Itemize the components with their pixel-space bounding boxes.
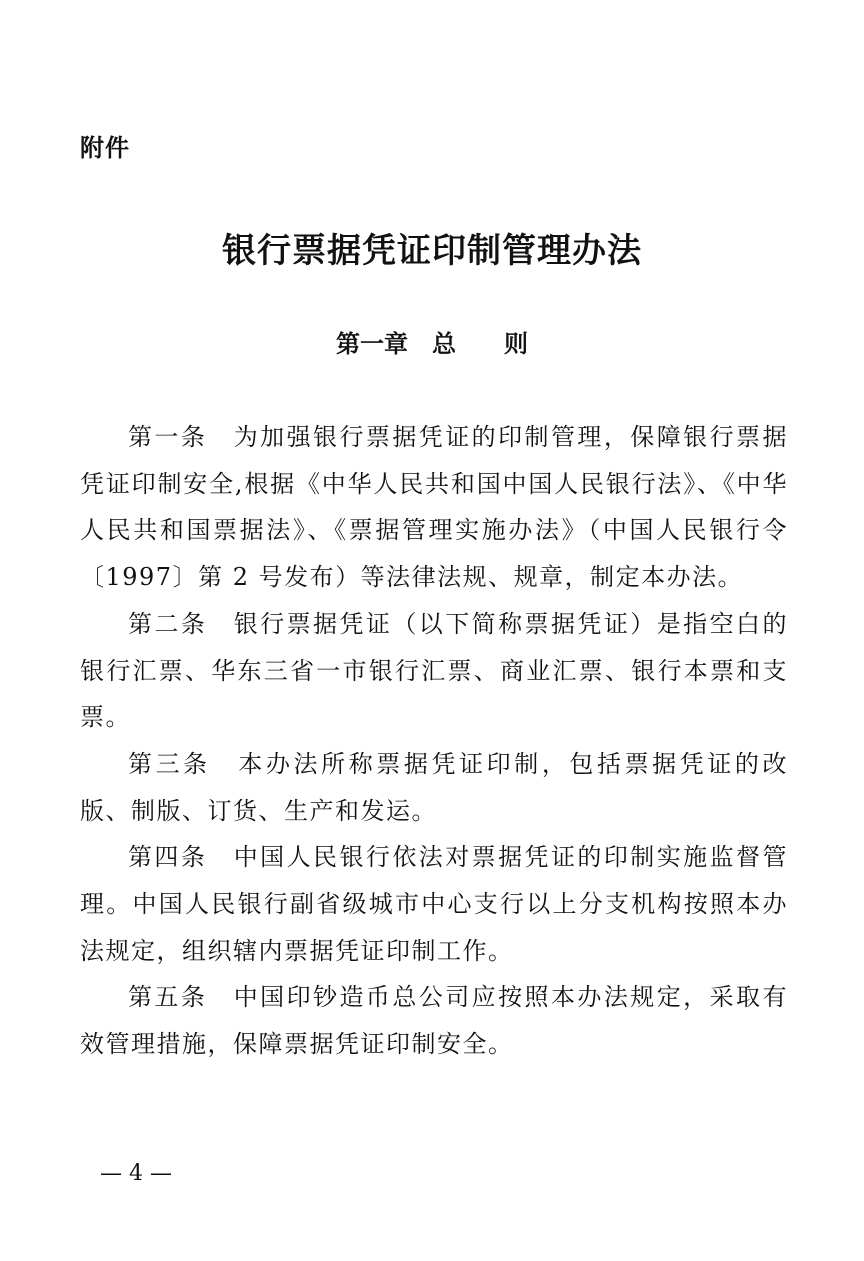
article-2: [80, 601, 788, 741]
document-body: [80, 414, 788, 1068]
article-gap: [207, 423, 233, 451]
article-3: [80, 741, 788, 834]
article-number: 第五条: [128, 983, 208, 1012]
article-4: [80, 834, 788, 974]
article-number: 第二条: [128, 609, 208, 638]
article-gap: [211, 750, 239, 778]
article-text: 本办法所称票据凭证印制，包括票据凭证的改版、制版、订货、生产和发运。: [80, 749, 789, 825]
article-gap: [207, 983, 233, 1011]
article-5: [80, 974, 788, 1067]
page-number: — 4 —: [100, 1161, 172, 1186]
article-gap: [207, 843, 233, 871]
article-number: 第四条: [128, 843, 208, 872]
article-number: 第一条: [128, 423, 208, 451]
article-text: 为加强银行票据凭证的印制管理，保障银行票据凭证印制安全,根据《中华人民共和国中国人民银行法》、《中华人民共和国票据法》、《票据管理实施办法》（中国人民银行令〔1997〕第 2 号发布）等法律法规、规章，制定本办法。: [80, 423, 788, 592]
document-title: 银行票据凭证印制管理办法: [222, 231, 642, 271]
attachment-label: 附件: [80, 134, 130, 162]
article-number: 第三条: [128, 749, 211, 778]
article-text: 中国印钞造币总公司应按照本办法规定，采取有效管理措施，保障票据凭证印制安全。: [80, 983, 788, 1059]
article-text: 银行票据凭证（以下简称票据凭证）是指空白的银行汇票、华东三省一市银行汇票、商业汇票、银行本票和支票。: [80, 609, 788, 732]
article-gap: [207, 610, 233, 638]
article-text: 中国人民银行依法对票据凭证的印制实施监督管理。中国人民银行副省级城市中心支行以上分支机构按照本办法规定，组织辖内票据凭证印制工作。: [80, 843, 788, 965]
chapter-title: 第一章 总 则: [336, 330, 528, 358]
article-1: [80, 414, 788, 601]
